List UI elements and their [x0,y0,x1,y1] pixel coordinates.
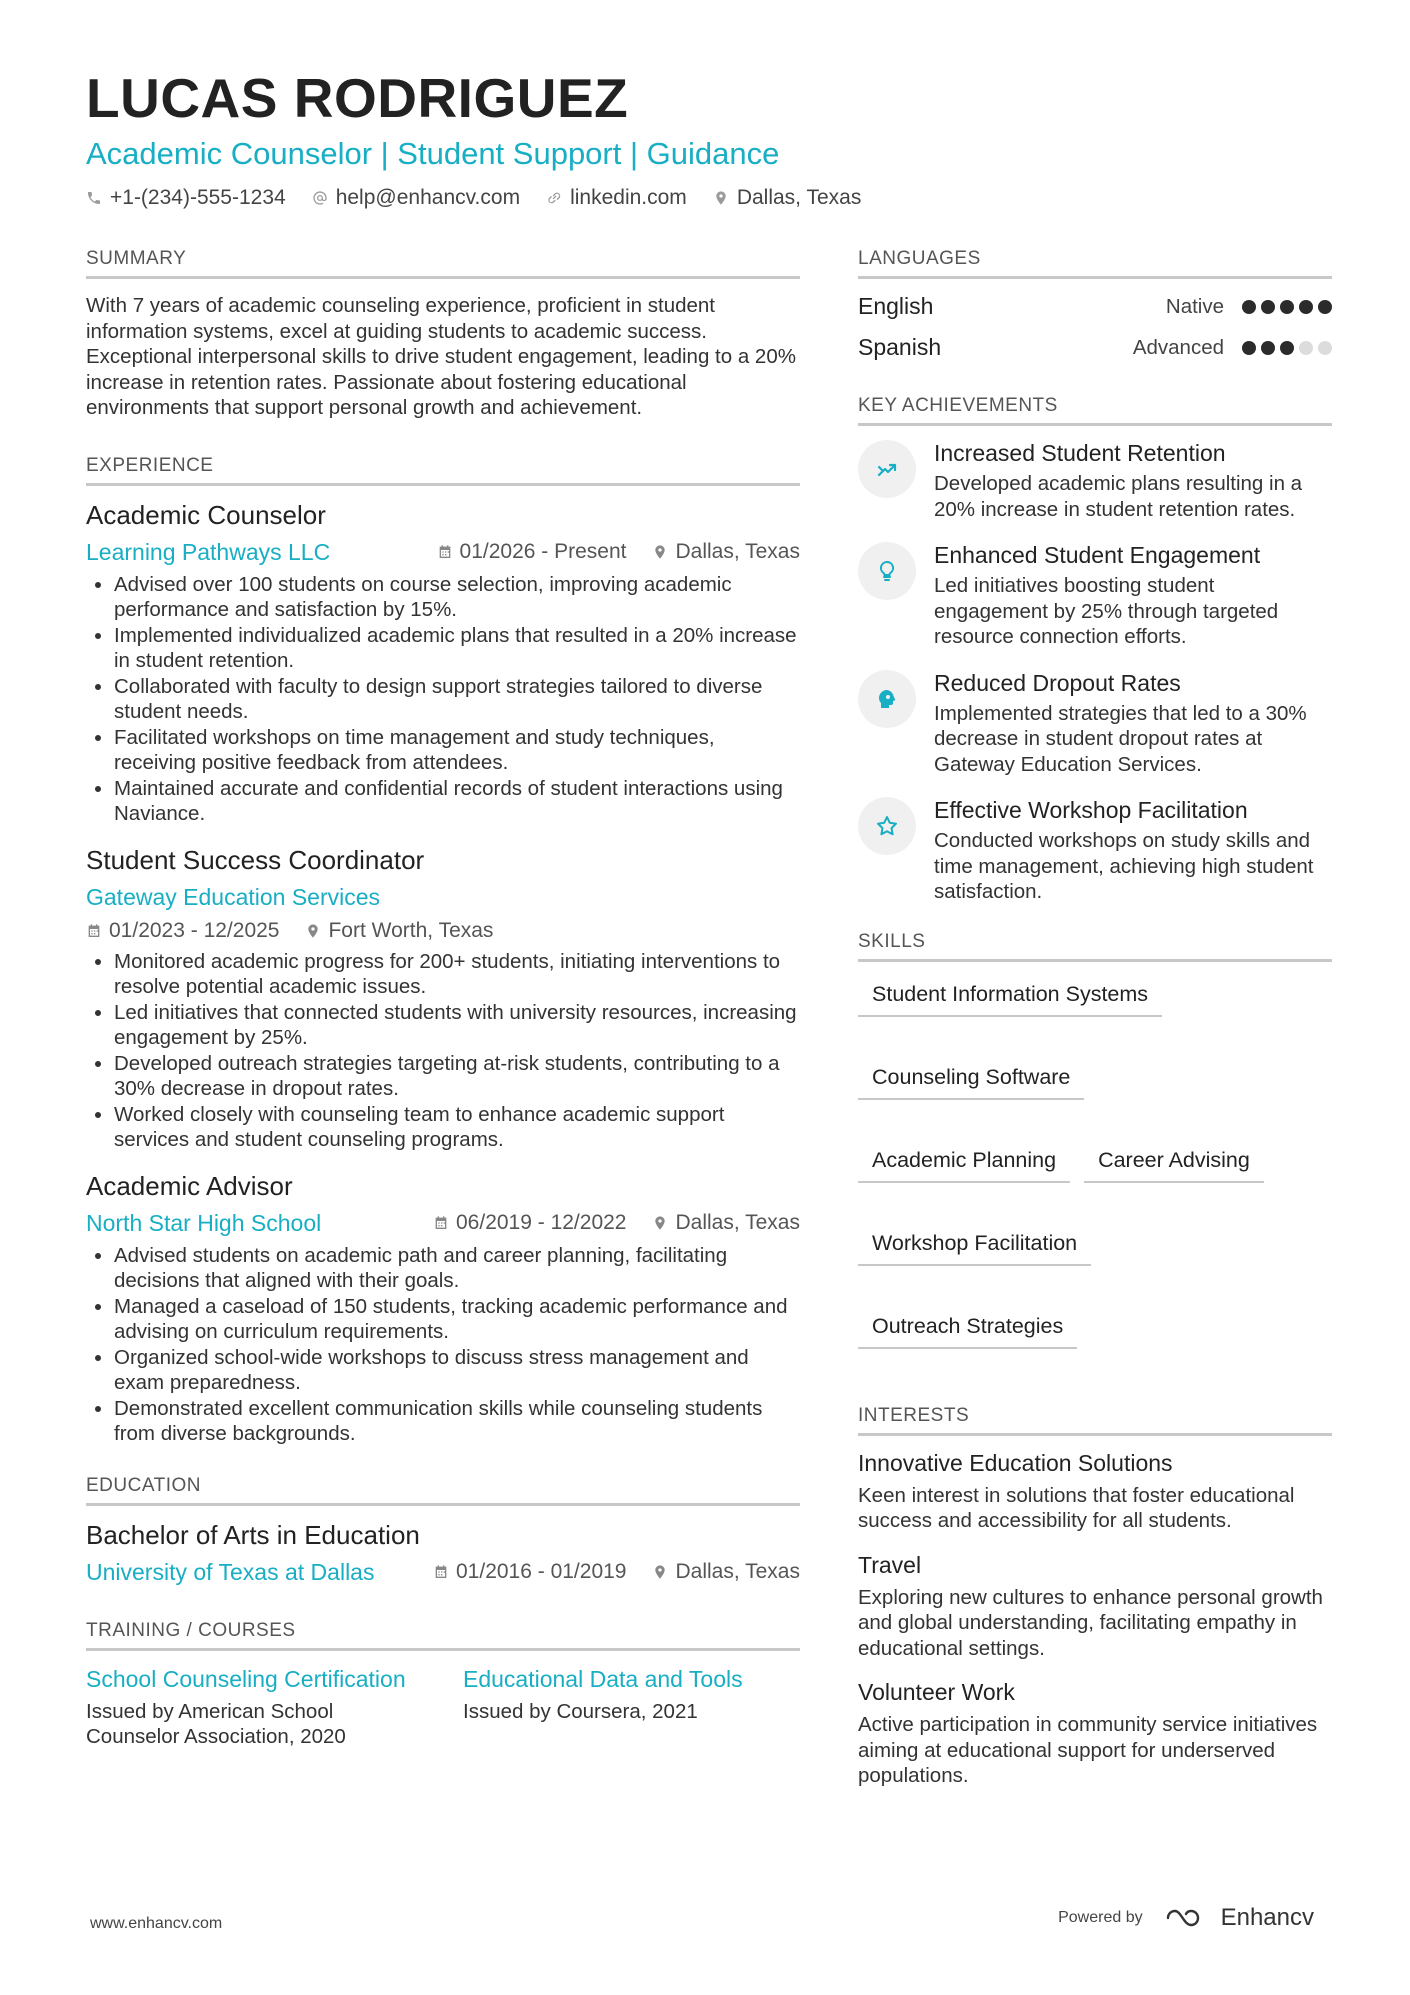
bullet-item: • Demonstrated excellent communication skills while counseling students from diverse backgrounds. [114,1396,800,1447]
job-location-text: Dallas, Texas [675,540,800,563]
interest-desc: Active participation in community service initiatives aiming at educational support for underserved populations. [858,1713,1318,1787]
job-entry [86,500,800,827]
experience-section [86,455,800,1447]
course-item [463,1665,800,1750]
skills-heading: SKILLS [858,931,1332,962]
rating-dot-filled [1280,300,1294,314]
bullet-item: • Facilitated workshops on time management and study techniques, receiving positive feedback from attendees. [114,725,800,776]
job-meta [86,919,800,943]
training-heading: TRAINING / COURSES [86,1620,800,1651]
achievement-desc: Led initiatives boosting student engagement by 25% through targeted resource connection efforts. [934,574,1279,648]
interest-title: Volunteer Work [858,1679,1015,1705]
language-rating [1242,300,1332,314]
achievement-title: Effective Workshop Facilitation [934,797,1248,823]
bullet-item: • Maintained accurate and confidential records of student interactions using Naviance. [114,776,800,827]
achievement-title: Increased Student Retention [934,440,1226,466]
job-dates [433,1211,626,1235]
job-location-text: Dallas, Texas [675,1211,800,1234]
summary-heading: SUMMARY [86,248,800,279]
calendar-icon [433,1564,449,1580]
location-pin-icon [652,1564,668,1580]
job-title: Academic Counselor [86,499,326,530]
location-pin-icon [305,923,321,939]
job-dates-text: 06/2019 - 12/2022 [456,1211,627,1234]
bullet-item: • Organized school-wide workshops to discuss stress management and exam preparedness. [114,1345,800,1396]
bullet-item: • Managed a caseload of 150 students, tracking academic performance and advising on curriculum requirements. [114,1294,800,1345]
left-column [86,248,800,1784]
education-dates-text: 01/2016 - 01/2019 [456,1560,627,1583]
skill-tag: Academic Planning [858,1148,1070,1183]
linkedin-text: linkedin.com [570,185,687,209]
job-title: Academic Advisor [86,1170,293,1201]
training-section [86,1620,800,1750]
contact-location [713,186,862,210]
company-name: Gateway Education Services [86,883,381,910]
location-text: Dallas, Texas [736,185,862,209]
enhancv-logo-icon [1165,1906,1211,1930]
footer-branding [1058,1904,1314,1932]
achievement-item [858,542,1332,650]
language-name: Spanish [858,334,942,360]
bullet-item: • Worked closely with counseling team to enhance academic support services and student counseling programs. [114,1102,800,1153]
interest-item [858,1552,1332,1662]
achievement-icon-badge [858,670,916,728]
job-entry [86,845,800,1153]
achievement-icon-badge [858,797,916,855]
job-location [652,1211,800,1235]
rating-dot-empty [1299,341,1313,355]
education-section [86,1475,800,1586]
job-meta [86,539,800,566]
course-list [86,1665,800,1750]
language-level: Advanced [1132,335,1224,359]
achievement-item [858,670,1332,778]
job-dates [86,919,279,943]
location-pin-icon [652,544,668,560]
achievement-desc: Developed academic plans resulting in a 20% increase in student retention rates. [934,472,1303,521]
language-item [858,293,1332,320]
course-title: School Counseling Certification [86,1665,406,1692]
achievement-title: Reduced Dropout Rates [934,669,1181,696]
achievement-icon-badge [858,542,916,600]
rating-dot-filled [1299,300,1313,314]
star-icon [875,814,899,838]
company-name: North Star High School [86,1209,322,1236]
skill-tag: Counseling Software [858,1065,1084,1100]
experience-heading: EXPERIENCE [86,455,800,486]
contact-phone[interactable] [86,186,286,210]
at-icon [312,190,328,206]
achievement-item [858,440,1332,522]
school-name: University of Texas at Dallas [86,1558,375,1585]
powered-by-label: Powered by [1058,1909,1143,1926]
skill-tag: Student Information Systems [858,982,1162,1017]
skill-tag: Workshop Facilitation [858,1231,1091,1266]
achievement-desc: Implemented strategies that led to a 30% decrease in student dropout rates at Gateway Education Services. [934,701,1307,776]
job-location [652,540,800,564]
interest-title: Innovative Education Solutions [858,1449,1173,1476]
achievement-title: Enhanced Student Engagement [934,542,1261,568]
achievement-desc: Conducted workshops on study skills and time management, achieving high student satisfaction. [934,829,1314,903]
education-heading: EDUCATION [86,1475,800,1506]
summary-text: With 7 years of academic counseling experience, proficient in student information systems, excel at guiding students to academic success. Exceptional interpersonal skills to drive student engagement, leading to a 20% increase in retention rates. Passionate about fostering educational environments that support personal growth and achievement. [86,294,796,419]
education-dates [433,1560,626,1584]
languages-section [858,248,1332,361]
achievement-icon-badge [858,440,916,498]
job-bullets [86,572,800,827]
contact-email[interactable] [312,186,520,210]
email-text: help@enhancv.com [335,185,521,209]
rating-dot-empty [1318,341,1332,355]
achievements-heading: KEY ACHIEVEMENTS [858,395,1332,426]
course-item [86,1665,423,1750]
contact-bar [86,186,1332,210]
phone-text: +1-(234)-555-1234 [110,185,286,209]
interests-heading: INTERESTS [858,1405,1332,1436]
language-name: English [858,293,934,319]
skill-list [858,982,1332,1349]
education-meta [86,1559,800,1586]
rating-dot-filled [1242,341,1256,355]
growth-icon [875,457,899,481]
bullet-item: • Advised over 100 students on course selection, improving academic performance and satisfaction by 15%. [114,572,800,623]
job-location-text: Fort Worth, Texas [328,918,494,942]
calendar-icon [433,1215,449,1231]
achievement-item [858,797,1332,905]
course-title: Educational Data and Tools [463,1665,743,1692]
bullet-item: • Monitored academic progress for 200+ students, initiating interventions to resolve potential academic issues. [114,949,800,1000]
contact-linkedin[interactable] [546,186,687,210]
calendar-icon [86,923,102,939]
job-dates [437,540,627,564]
interest-title: Travel [858,1551,922,1578]
education-location [652,1560,800,1584]
skill-tag: Career Advising [1084,1148,1264,1183]
company-name: Learning Pathways LLC [86,538,331,565]
job-meta [86,1210,800,1237]
candidate-headline: Academic Counselor | Student Support | Guidance [86,135,780,171]
rating-dot-filled [1318,300,1332,314]
candidate-name: LUCAS RODRIGUEZ [86,67,629,129]
interest-item [858,1679,1332,1789]
job-title: Student Success Coordinator [86,844,425,875]
course-issuer: Issued by American School Counselor Association, 2020 [86,1699,346,1748]
bullet-item: • Implemented individualized academic plans that resulted in a 20% increase in student retention. [114,623,800,674]
interests-section [858,1405,1332,1789]
job-dates-text: 01/2026 - Present [459,540,627,563]
lightbulb-icon [875,559,899,583]
language-rating [1242,341,1332,355]
link-icon [546,190,562,206]
summary-section [86,248,800,421]
rating-dot-filled [1261,341,1275,355]
bullet-item: • Advised students on academic path and career planning, facilitating decisions that aligned with their goals. [114,1243,800,1294]
resume-page [86,67,1332,1787]
job-entry [86,1171,800,1447]
bullet-item: • Led initiatives that connected students with university resources, increasing engagement by 25%. [114,1000,800,1051]
rating-dot-filled [1261,300,1275,314]
degree-title: Bachelor of Arts in Education [86,1519,420,1550]
job-bullets [86,1243,800,1447]
education-location-text: Dallas, Texas [675,1560,800,1583]
calendar-icon [437,544,453,560]
bullet-item: • Developed outreach strategies targeting at-risk students, contributing to a 30% decrease in dropout rates. [114,1051,800,1102]
interest-desc: Exploring new cultures to enhance personal growth and global understanding, facilitating empathy in educational settings. [858,1585,1323,1660]
achievements-section [858,395,1332,905]
rating-dot-filled [1280,341,1294,355]
bullet-item: • Collaborated with faculty to design support strategies tailored to diverse student needs. [114,674,800,725]
job-location [305,919,493,943]
brand-logo[interactable] [1165,1904,1314,1932]
location-pin-icon [713,190,729,206]
language-item [858,334,1332,361]
interest-desc: Keen interest in solutions that foster educational success and accessibility for all students. [858,1483,1295,1532]
job-bullets [86,949,800,1153]
skills-section [858,931,1332,1349]
head-icon [875,687,899,711]
rating-dot-filled [1242,300,1256,314]
brand-name: Enhancv [1220,1904,1314,1931]
skill-tag: Outreach Strategies [858,1314,1077,1349]
right-column [858,248,1332,1823]
languages-heading: LANGUAGES [858,248,1332,279]
phone-icon [86,190,102,206]
location-pin-icon [652,1215,668,1231]
course-issuer: Issued by Coursera, 2021 [463,1699,698,1723]
interest-item [858,1450,1332,1534]
language-level: Native [1165,294,1224,318]
footer-website[interactable]: www.enhancv.com [90,1915,223,1932]
job-dates-text: 01/2023 - 12/2025 [109,918,280,942]
